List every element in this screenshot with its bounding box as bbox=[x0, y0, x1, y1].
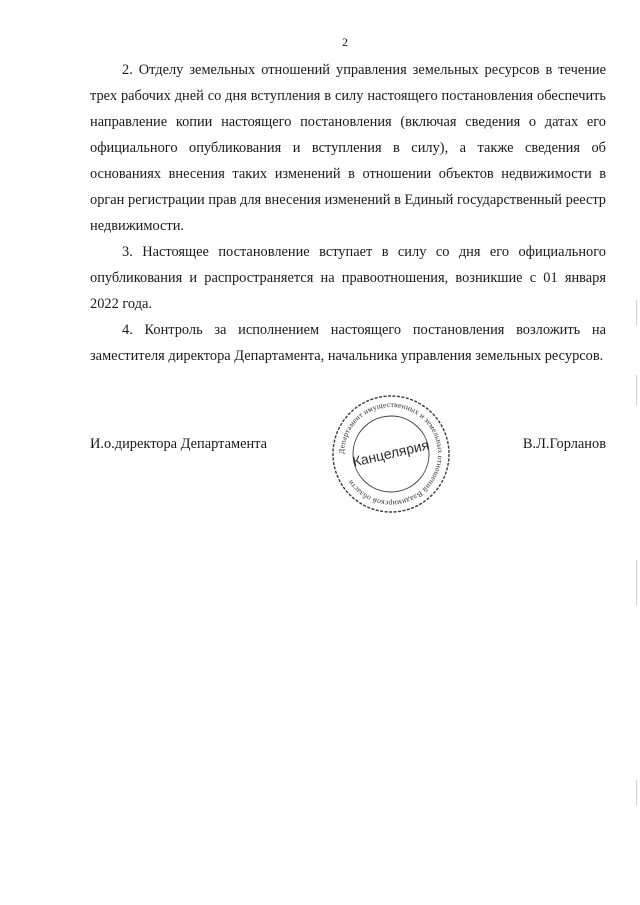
paragraph-2: 2. Отделу земельных отношений управления земельных ресурсов в течение трех рабочих дней со дня вступления в силу настоящего постановления обеспечить направление копии настоящего постановления (включая сведения о датах его официального опубликования и вступления в силу), а также сведения об основаниях внесения таких изменений в отношении объектов недвижимости в орган регистрации прав для внесения изменений в Единый государственный реестр недвижимости. bbox=[90, 62, 606, 234]
document-body bbox=[90, 57, 606, 369]
stamp-ring-text: Департамент имущественных и земельных отношений Владимирской области bbox=[336, 399, 446, 509]
scan-edge-mark bbox=[636, 780, 637, 805]
scan-edge-mark bbox=[636, 300, 637, 325]
paragraph-4: 4. Контроль за исполнением настоящего постановления возложить на заместителя директора Департамента, начальника управления земельных ресурсов. bbox=[90, 322, 606, 364]
signatory-title: И.о.директора Департамента bbox=[90, 436, 268, 452]
stamp-center-text: Канцелярия bbox=[351, 436, 431, 470]
scan-edge-mark bbox=[636, 560, 637, 605]
signatory-name: В.Л.Горланов bbox=[522, 436, 606, 452]
scan-edge-mark bbox=[636, 375, 637, 405]
office-stamp bbox=[330, 393, 452, 515]
paragraph-3: 3. Настоящее постановление вступает в силу со дня его официального опубликования и распространяется на правоотношения, возникшие с 01 января 2022 года. bbox=[90, 244, 606, 312]
page-number: 2 bbox=[342, 35, 348, 49]
